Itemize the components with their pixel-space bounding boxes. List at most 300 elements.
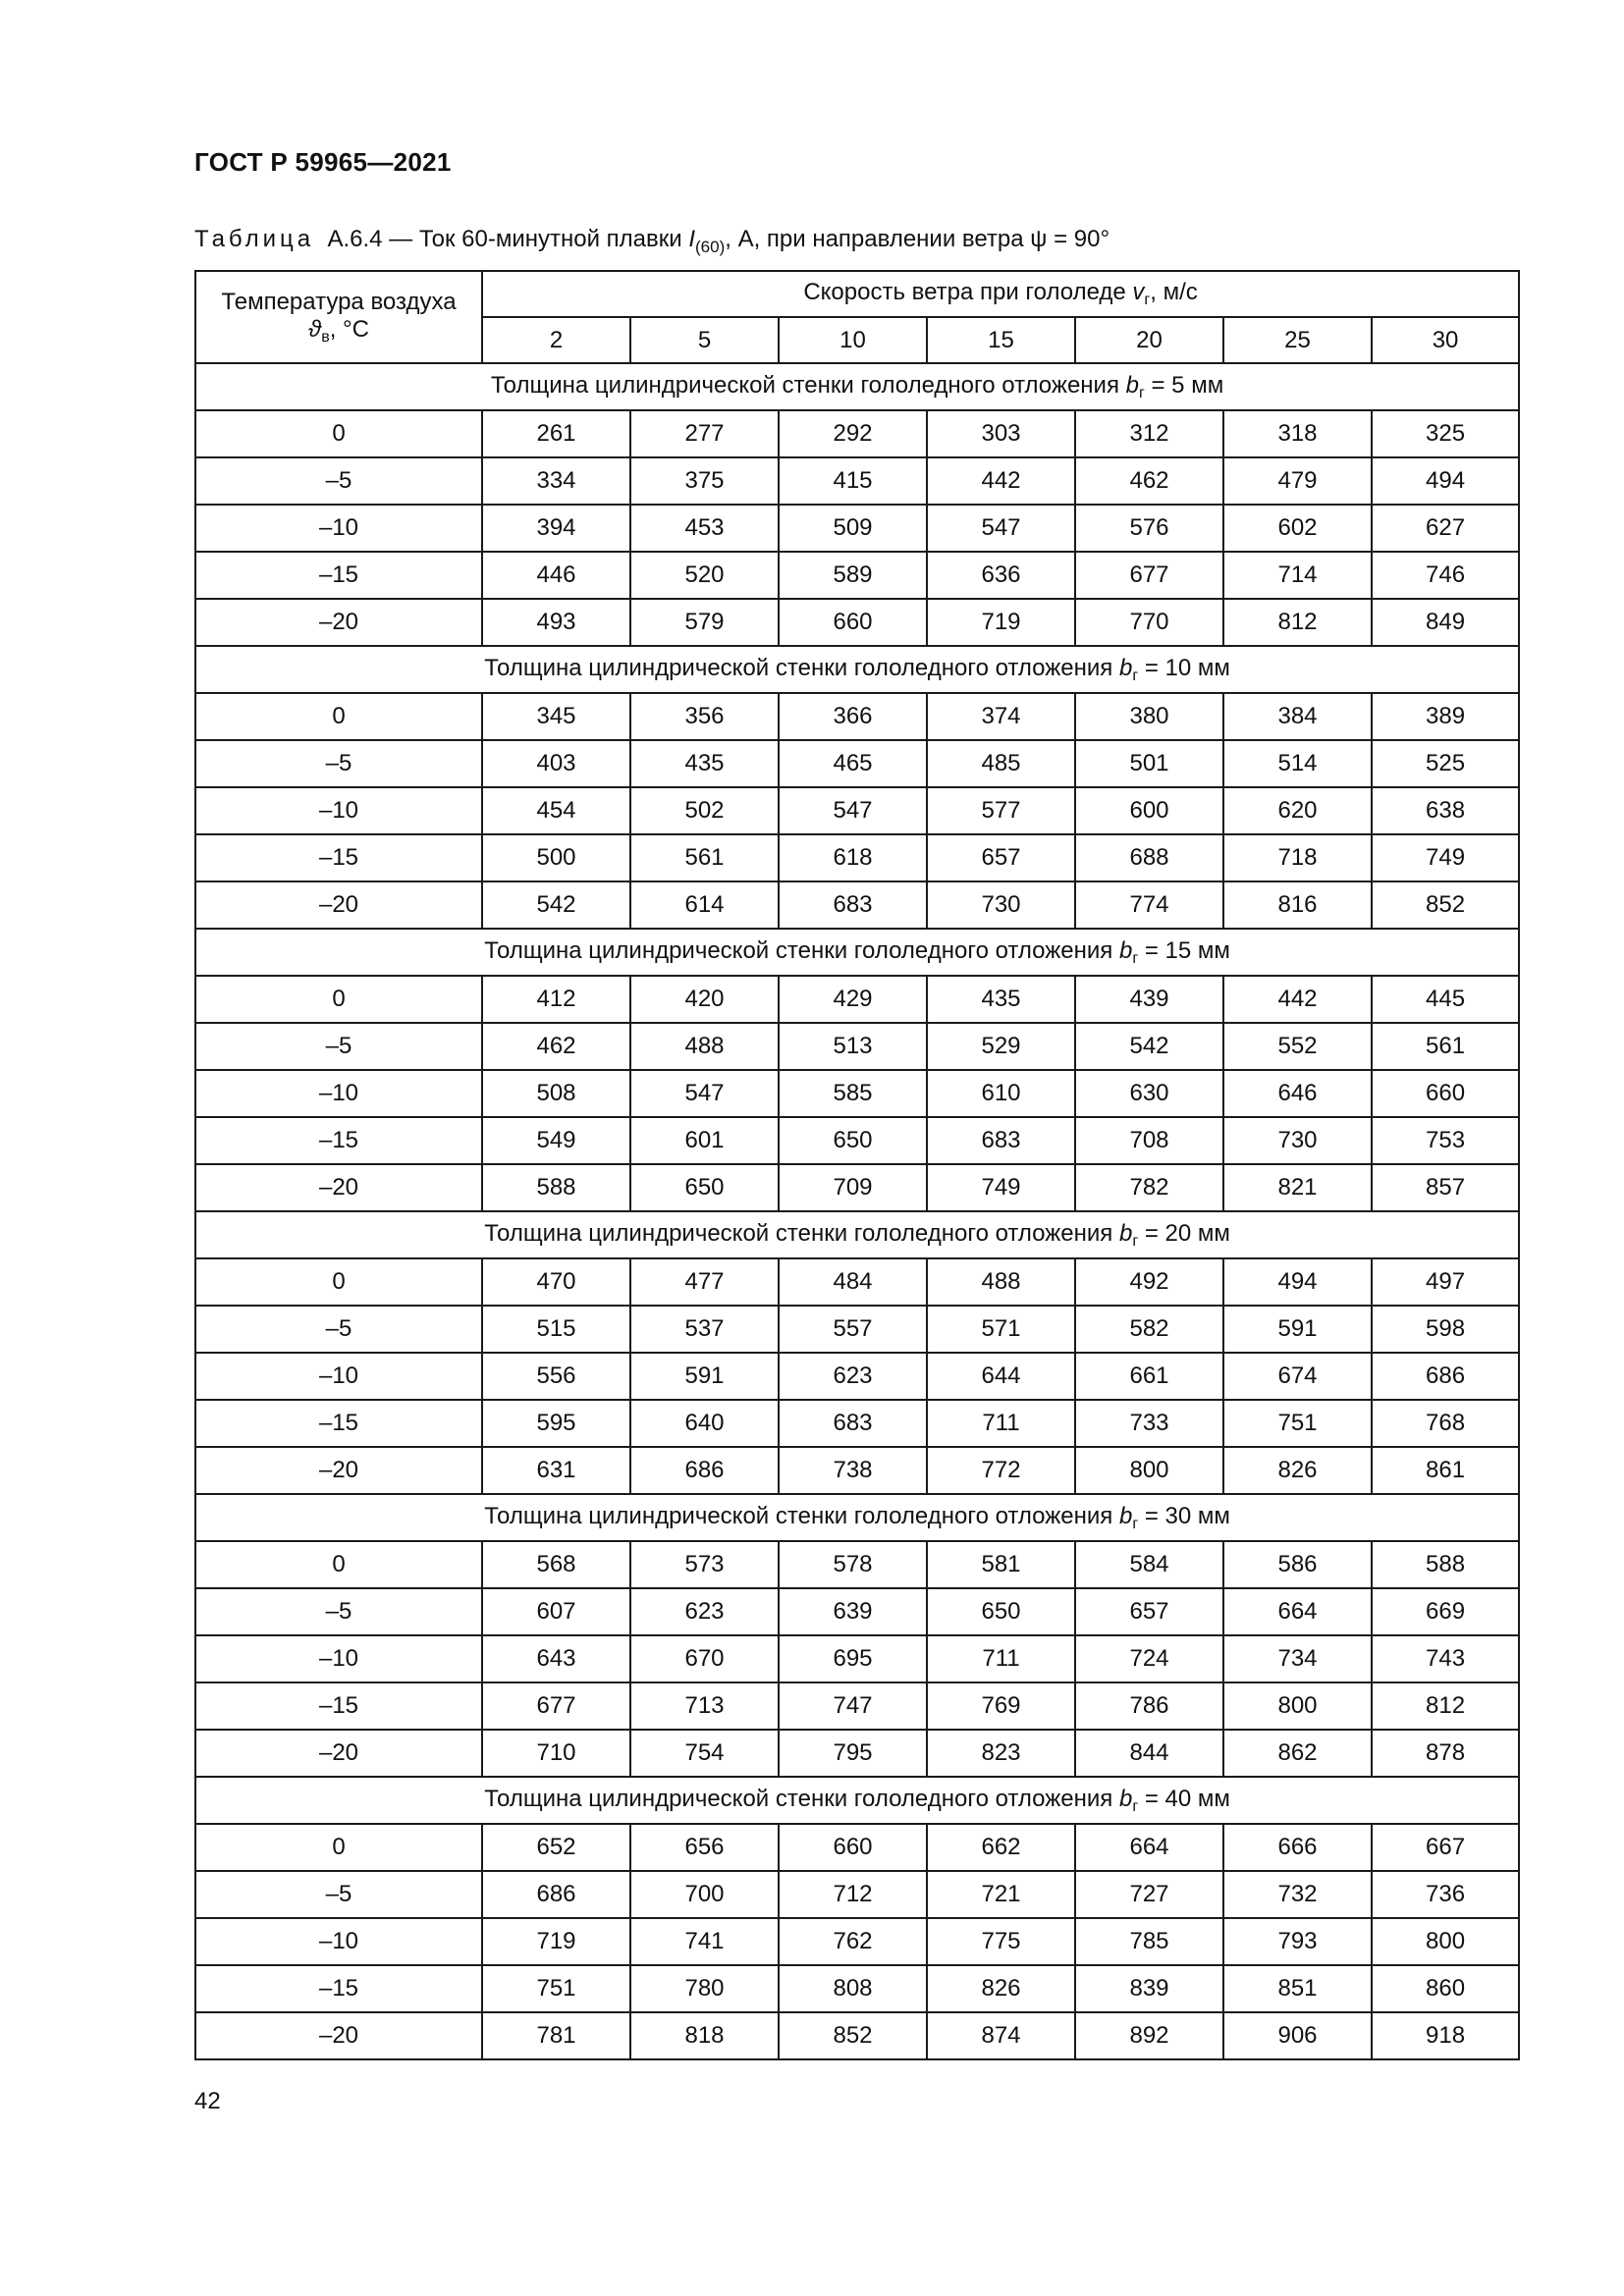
current-value-cell: 660 xyxy=(779,599,927,646)
current-value-cell: 643 xyxy=(482,1635,630,1682)
current-value-cell: 754 xyxy=(630,1730,779,1777)
current-value-cell: 718 xyxy=(1223,834,1372,881)
current-value-cell: 852 xyxy=(779,2012,927,2059)
current-value-cell: 403 xyxy=(482,740,630,787)
current-value-cell: 620 xyxy=(1223,787,1372,834)
current-value-cell: 591 xyxy=(1223,1306,1372,1353)
current-value-cell: 549 xyxy=(482,1117,630,1164)
current-value-cell: 639 xyxy=(779,1588,927,1635)
current-value-cell: 751 xyxy=(482,1965,630,2012)
current-value-cell: 730 xyxy=(927,881,1075,929)
current-value-cell: 513 xyxy=(779,1023,927,1070)
table-row xyxy=(195,1635,1519,1682)
section-header-row xyxy=(195,1494,1519,1541)
caption-label: Таблица xyxy=(194,226,315,252)
current-value-cell: 780 xyxy=(630,1965,779,2012)
temperature-cell: –15 xyxy=(195,1682,482,1730)
temperature-cell: –10 xyxy=(195,505,482,552)
current-value-cell: 598 xyxy=(1372,1306,1519,1353)
current-value-cell: 749 xyxy=(927,1164,1075,1211)
current-value-cell: 711 xyxy=(927,1400,1075,1447)
current-value-cell: 683 xyxy=(779,881,927,929)
section-thickness-symbol-sub: г xyxy=(1132,1232,1139,1250)
temperature-cell: –10 xyxy=(195,1635,482,1682)
table-row xyxy=(195,1682,1519,1730)
table-row xyxy=(195,787,1519,834)
wind-speed-symbol: v xyxy=(1132,279,1145,305)
speed-column-header: 20 xyxy=(1075,317,1223,363)
current-value-cell: 435 xyxy=(630,740,779,787)
current-value-cell: 520 xyxy=(630,552,779,599)
current-value-cell: 465 xyxy=(779,740,927,787)
current-value-cell: 669 xyxy=(1372,1588,1519,1635)
current-value-cell: 446 xyxy=(482,552,630,599)
current-value-cell: 514 xyxy=(1223,740,1372,787)
speed-column-header: 2 xyxy=(482,317,630,363)
current-value-cell: 589 xyxy=(779,552,927,599)
temperature-cell: 0 xyxy=(195,410,482,457)
table-row xyxy=(195,1400,1519,1447)
section-thickness-symbol: b xyxy=(1118,654,1133,681)
current-value-cell: 375 xyxy=(630,457,779,505)
current-value-cell: 602 xyxy=(1223,505,1372,552)
current-value-cell: 334 xyxy=(482,457,630,505)
current-value-cell: 732 xyxy=(1223,1871,1372,1918)
current-value-cell: 860 xyxy=(1372,1965,1519,2012)
current-value-cell: 741 xyxy=(630,1918,779,1965)
section-header-row xyxy=(195,1777,1519,1824)
section-thickness-value: = 30 мм xyxy=(1138,1502,1230,1529)
temperature-cell: –15 xyxy=(195,552,482,599)
current-value-cell: 861 xyxy=(1372,1447,1519,1494)
current-value-cell: 525 xyxy=(1372,740,1519,787)
current-value-cell: 610 xyxy=(927,1070,1075,1117)
current-value-cell: 462 xyxy=(1075,457,1223,505)
current-value-cell: 529 xyxy=(927,1023,1075,1070)
current-value-cell: 435 xyxy=(927,976,1075,1023)
speed-column-header: 5 xyxy=(630,317,779,363)
current-value-cell: 781 xyxy=(482,2012,630,2059)
current-value-cell: 261 xyxy=(482,410,630,457)
current-value-cell: 768 xyxy=(1372,1400,1519,1447)
temperature-cell: –20 xyxy=(195,881,482,929)
current-value-cell: 743 xyxy=(1372,1635,1519,1682)
speed-column-header: 15 xyxy=(927,317,1075,363)
current-value-cell: 640 xyxy=(630,1400,779,1447)
current-value-cell: 749 xyxy=(1372,834,1519,881)
table-row xyxy=(195,1588,1519,1635)
speed-column-header: 25 xyxy=(1223,317,1372,363)
current-value-cell: 712 xyxy=(779,1871,927,1918)
current-value-cell: 700 xyxy=(630,1871,779,1918)
current-value-cell: 509 xyxy=(779,505,927,552)
current-value-cell: 774 xyxy=(1075,881,1223,929)
temperature-cell: –15 xyxy=(195,1965,482,2012)
current-value-cell: 734 xyxy=(1223,1635,1372,1682)
current-value-cell: 577 xyxy=(927,787,1075,834)
current-value-cell: 664 xyxy=(1223,1588,1372,1635)
standard-header: ГОСТ Р 59965—2021 xyxy=(194,147,452,177)
section-thickness-symbol: b xyxy=(1125,371,1139,399)
current-value-cell: 852 xyxy=(1372,881,1519,929)
table-row xyxy=(195,1258,1519,1306)
table-row xyxy=(195,457,1519,505)
section-title-prefix: Толщина цилиндрической стенки гололедного отложения xyxy=(484,654,1119,681)
current-value-cell: 753 xyxy=(1372,1117,1519,1164)
temperature-symbol-sub: в xyxy=(321,328,330,346)
section-title-prefix: Толщина цилиндрической стенки гололедного отложения xyxy=(484,936,1119,964)
section-thickness-symbol-sub: г xyxy=(1132,1515,1139,1532)
current-value-cell: 724 xyxy=(1075,1635,1223,1682)
wind-speed-header-label: Скорость ветра при гололеде xyxy=(803,279,1133,305)
current-value-cell: 738 xyxy=(779,1447,927,1494)
current-value-cell: 660 xyxy=(1372,1070,1519,1117)
current-value-cell: 415 xyxy=(779,457,927,505)
current-value-cell: 851 xyxy=(1223,1965,1372,2012)
current-value-cell: 578 xyxy=(779,1541,927,1588)
current-value-cell: 644 xyxy=(927,1353,1075,1400)
temperature-cell: –5 xyxy=(195,740,482,787)
current-value-cell: 751 xyxy=(1223,1400,1372,1447)
temperature-unit: , °С xyxy=(329,315,369,343)
current-value-cell: 442 xyxy=(1223,976,1372,1023)
current-value-cell: 661 xyxy=(1075,1353,1223,1400)
current-value-cell: 515 xyxy=(482,1306,630,1353)
current-value-cell: 800 xyxy=(1075,1447,1223,1494)
wind-speed-unit: , м/с xyxy=(1150,279,1198,305)
section-title xyxy=(195,363,1519,410)
current-value-cell: 786 xyxy=(1075,1682,1223,1730)
current-value-cell: 470 xyxy=(482,1258,630,1306)
temperature-cell: –15 xyxy=(195,834,482,881)
temperature-cell: –5 xyxy=(195,1306,482,1353)
caption-text-after: , А, при направлении ветра ψ = 90° xyxy=(725,226,1110,252)
current-value-cell: 686 xyxy=(482,1871,630,1918)
temperature-cell: –15 xyxy=(195,1400,482,1447)
temperature-cell: –20 xyxy=(195,1730,482,1777)
current-value-cell: 547 xyxy=(630,1070,779,1117)
temperature-cell: 0 xyxy=(195,693,482,740)
current-value-cell: 547 xyxy=(779,787,927,834)
current-value-cell: 312 xyxy=(1075,410,1223,457)
current-value-cell: 769 xyxy=(927,1682,1075,1730)
table-row xyxy=(195,1541,1519,1588)
current-value-cell: 800 xyxy=(1372,1918,1519,1965)
current-value-cell: 918 xyxy=(1372,2012,1519,2059)
current-value-cell: 542 xyxy=(482,881,630,929)
current-value-cell: 494 xyxy=(1223,1258,1372,1306)
current-value-cell: 508 xyxy=(482,1070,630,1117)
current-value-cell: 844 xyxy=(1075,1730,1223,1777)
current-value-cell: 601 xyxy=(630,1117,779,1164)
section-title xyxy=(195,646,1519,693)
current-value-cell: 477 xyxy=(630,1258,779,1306)
current-value-cell: 631 xyxy=(482,1447,630,1494)
current-value-cell: 453 xyxy=(630,505,779,552)
current-value-cell: 775 xyxy=(927,1918,1075,1965)
current-value-cell: 727 xyxy=(1075,1871,1223,1918)
speed-column-header: 10 xyxy=(779,317,927,363)
current-value-cell: 588 xyxy=(1372,1541,1519,1588)
temperature-cell: –5 xyxy=(195,1023,482,1070)
temperature-header-label: Температура воздуха xyxy=(221,288,457,315)
temperature-header xyxy=(195,271,482,363)
current-value-cell: 374 xyxy=(927,693,1075,740)
current-value-cell: 623 xyxy=(630,1588,779,1635)
current-value-cell: 818 xyxy=(630,2012,779,2059)
current-value-cell: 683 xyxy=(927,1117,1075,1164)
current-value-cell: 862 xyxy=(1223,1730,1372,1777)
current-value-cell: 618 xyxy=(779,834,927,881)
current-value-cell: 325 xyxy=(1372,410,1519,457)
section-thickness-value: = 20 мм xyxy=(1138,1219,1230,1247)
current-value-cell: 711 xyxy=(927,1635,1075,1682)
section-header-row xyxy=(195,929,1519,976)
current-value-cell: 646 xyxy=(1223,1070,1372,1117)
temperature-cell: 0 xyxy=(195,1824,482,1871)
current-value-cell: 857 xyxy=(1372,1164,1519,1211)
current-value-cell: 772 xyxy=(927,1447,1075,1494)
temperature-cell: –10 xyxy=(195,1070,482,1117)
current-value-cell: 812 xyxy=(1223,599,1372,646)
table-row xyxy=(195,1306,1519,1353)
temperature-cell: 0 xyxy=(195,1541,482,1588)
section-thickness-symbol: b xyxy=(1118,1785,1133,1812)
current-value-cell: 826 xyxy=(927,1965,1075,2012)
table-row xyxy=(195,834,1519,881)
table-row xyxy=(195,1023,1519,1070)
current-value-cell: 488 xyxy=(927,1258,1075,1306)
table-row xyxy=(195,1918,1519,1965)
current-value-cell: 380 xyxy=(1075,693,1223,740)
section-title xyxy=(195,1211,1519,1258)
current-value-cell: 585 xyxy=(779,1070,927,1117)
table-row xyxy=(195,881,1519,929)
temperature-cell: –20 xyxy=(195,599,482,646)
current-value-cell: 584 xyxy=(1075,1541,1223,1588)
current-value-cell: 494 xyxy=(1372,457,1519,505)
current-value-cell: 384 xyxy=(1223,693,1372,740)
current-value-cell: 747 xyxy=(779,1682,927,1730)
section-title xyxy=(195,929,1519,976)
current-value-cell: 557 xyxy=(779,1306,927,1353)
current-value-cell: 878 xyxy=(1372,1730,1519,1777)
current-value-cell: 683 xyxy=(779,1400,927,1447)
section-thickness-symbol-sub: г xyxy=(1132,667,1139,684)
temperature-cell: –5 xyxy=(195,1588,482,1635)
section-thickness-symbol-sub: г xyxy=(1138,384,1145,401)
current-value-cell: 537 xyxy=(630,1306,779,1353)
current-value-cell: 500 xyxy=(482,834,630,881)
current-value-cell: 497 xyxy=(1372,1258,1519,1306)
speed-column-header: 30 xyxy=(1372,317,1519,363)
current-value-cell: 479 xyxy=(1223,457,1372,505)
current-value-cell: 733 xyxy=(1075,1400,1223,1447)
current-value-cell: 356 xyxy=(630,693,779,740)
current-value-cell: 614 xyxy=(630,881,779,929)
temperature-cell: –10 xyxy=(195,787,482,834)
section-title-prefix: Толщина цилиндрической стенки гололедного отложения xyxy=(490,371,1126,399)
wind-speed-header xyxy=(482,271,1519,317)
table-row xyxy=(195,1070,1519,1117)
current-value-cell: 277 xyxy=(630,410,779,457)
section-thickness-value: = 5 мм xyxy=(1144,371,1224,399)
current-value-cell: 501 xyxy=(1075,740,1223,787)
current-value-cell: 736 xyxy=(1372,1871,1519,1918)
temperature-cell: –10 xyxy=(195,1353,482,1400)
current-value-cell: 485 xyxy=(927,740,1075,787)
table-row xyxy=(195,693,1519,740)
current-value-cell: 730 xyxy=(1223,1117,1372,1164)
table-row xyxy=(195,1965,1519,2012)
section-title-prefix: Толщина цилиндрической стенки гололедного отложения xyxy=(484,1219,1119,1247)
current-value-cell: 552 xyxy=(1223,1023,1372,1070)
current-value-cell: 686 xyxy=(1372,1353,1519,1400)
current-value-cell: 686 xyxy=(630,1447,779,1494)
current-value-cell: 660 xyxy=(779,1824,927,1871)
current-value-cell: 345 xyxy=(482,693,630,740)
temperature-cell: 0 xyxy=(195,976,482,1023)
table-row xyxy=(195,410,1519,457)
current-value-cell: 607 xyxy=(482,1588,630,1635)
current-value-cell: 666 xyxy=(1223,1824,1372,1871)
current-value-cell: 667 xyxy=(1372,1824,1519,1871)
current-value-cell: 808 xyxy=(779,1965,927,2012)
table-caption xyxy=(194,226,1110,257)
current-value-cell: 688 xyxy=(1075,834,1223,881)
current-value-cell: 571 xyxy=(927,1306,1075,1353)
current-value-cell: 709 xyxy=(779,1164,927,1211)
current-value-cell: 800 xyxy=(1223,1682,1372,1730)
temperature-cell: –10 xyxy=(195,1918,482,1965)
current-value-cell: 462 xyxy=(482,1023,630,1070)
current-value-cell: 600 xyxy=(1075,787,1223,834)
section-title-prefix: Толщина цилиндрической стенки гололедного отложения xyxy=(484,1502,1119,1529)
current-value-cell: 674 xyxy=(1223,1353,1372,1400)
current-value-cell: 484 xyxy=(779,1258,927,1306)
current-value-cell: 591 xyxy=(630,1353,779,1400)
table-row xyxy=(195,1117,1519,1164)
current-value-cell: 708 xyxy=(1075,1117,1223,1164)
current-value-cell: 823 xyxy=(927,1730,1075,1777)
current-value-cell: 394 xyxy=(482,505,630,552)
table-row xyxy=(195,1353,1519,1400)
caption-text: А.6.4 — Ток 60-минутной плавки xyxy=(327,226,689,252)
current-value-cell: 826 xyxy=(1223,1447,1372,1494)
current-value-cell: 695 xyxy=(779,1635,927,1682)
current-value-cell: 795 xyxy=(779,1730,927,1777)
current-value-cell: 492 xyxy=(1075,1258,1223,1306)
current-value-cell: 303 xyxy=(927,410,1075,457)
current-value-cell: 670 xyxy=(630,1635,779,1682)
current-value-cell: 713 xyxy=(630,1682,779,1730)
current-value-cell: 821 xyxy=(1223,1164,1372,1211)
table-row xyxy=(195,1824,1519,1871)
current-value-cell: 782 xyxy=(1075,1164,1223,1211)
section-title xyxy=(195,1494,1519,1541)
current-value-cell: 793 xyxy=(1223,1918,1372,1965)
section-title-prefix: Толщина цилиндрической стенки гололедного отложения xyxy=(484,1785,1119,1812)
current-value-cell: 839 xyxy=(1075,1965,1223,2012)
section-header-row xyxy=(195,646,1519,693)
section-thickness-value: = 15 мм xyxy=(1138,936,1230,964)
current-value-cell: 677 xyxy=(1075,552,1223,599)
current-value-cell: 542 xyxy=(1075,1023,1223,1070)
section-thickness-symbol-sub: г xyxy=(1132,1797,1139,1815)
current-value-cell: 627 xyxy=(1372,505,1519,552)
current-value-cell: 588 xyxy=(482,1164,630,1211)
table-row xyxy=(195,1871,1519,1918)
caption-symbol: I xyxy=(688,226,695,252)
current-value-cell: 366 xyxy=(779,693,927,740)
current-value-cell: 719 xyxy=(927,599,1075,646)
section-title xyxy=(195,1777,1519,1824)
current-value-cell: 785 xyxy=(1075,1918,1223,1965)
current-value-cell: 556 xyxy=(482,1353,630,1400)
current-value-cell: 636 xyxy=(927,552,1075,599)
current-value-cell: 582 xyxy=(1075,1306,1223,1353)
temperature-cell: –20 xyxy=(195,2012,482,2059)
section-thickness-symbol: b xyxy=(1118,1219,1133,1247)
current-value-cell: 586 xyxy=(1223,1541,1372,1588)
current-value-cell: 568 xyxy=(482,1541,630,1588)
temperature-cell: –5 xyxy=(195,457,482,505)
current-value-cell: 650 xyxy=(630,1164,779,1211)
current-value-cell: 573 xyxy=(630,1541,779,1588)
current-value-cell: 892 xyxy=(1075,2012,1223,2059)
current-value-cell: 454 xyxy=(482,787,630,834)
current-value-cell: 719 xyxy=(482,1918,630,1965)
current-value-cell: 770 xyxy=(1075,599,1223,646)
table-row xyxy=(195,1164,1519,1211)
current-value-cell: 561 xyxy=(1372,1023,1519,1070)
table-row xyxy=(195,1730,1519,1777)
current-value-cell: 581 xyxy=(927,1541,1075,1588)
current-value-cell: 650 xyxy=(927,1588,1075,1635)
current-value-cell: 442 xyxy=(927,457,1075,505)
current-value-cell: 746 xyxy=(1372,552,1519,599)
temperature-cell: 0 xyxy=(195,1258,482,1306)
current-value-cell: 657 xyxy=(1075,1588,1223,1635)
current-value-cell: 493 xyxy=(482,599,630,646)
current-value-cell: 547 xyxy=(927,505,1075,552)
table-row xyxy=(195,505,1519,552)
current-value-cell: 579 xyxy=(630,599,779,646)
current-value-cell: 429 xyxy=(779,976,927,1023)
data-table xyxy=(194,270,1520,2060)
table-row xyxy=(195,1447,1519,1494)
section-thickness-symbol: b xyxy=(1118,936,1133,964)
table-row xyxy=(195,552,1519,599)
temperature-cell: –20 xyxy=(195,1447,482,1494)
current-value-cell: 657 xyxy=(927,834,1075,881)
current-value-cell: 439 xyxy=(1075,976,1223,1023)
current-value-cell: 662 xyxy=(927,1824,1075,1871)
temperature-cell: –15 xyxy=(195,1117,482,1164)
current-value-cell: 849 xyxy=(1372,599,1519,646)
current-value-cell: 906 xyxy=(1223,2012,1372,2059)
current-value-cell: 389 xyxy=(1372,693,1519,740)
current-value-cell: 420 xyxy=(630,976,779,1023)
current-value-cell: 650 xyxy=(779,1117,927,1164)
current-value-cell: 816 xyxy=(1223,881,1372,929)
current-value-cell: 652 xyxy=(482,1824,630,1871)
temperature-cell: –20 xyxy=(195,1164,482,1211)
current-value-cell: 502 xyxy=(630,787,779,834)
current-value-cell: 762 xyxy=(779,1918,927,1965)
current-value-cell: 412 xyxy=(482,976,630,1023)
caption-symbol-sub: (60) xyxy=(695,238,726,256)
